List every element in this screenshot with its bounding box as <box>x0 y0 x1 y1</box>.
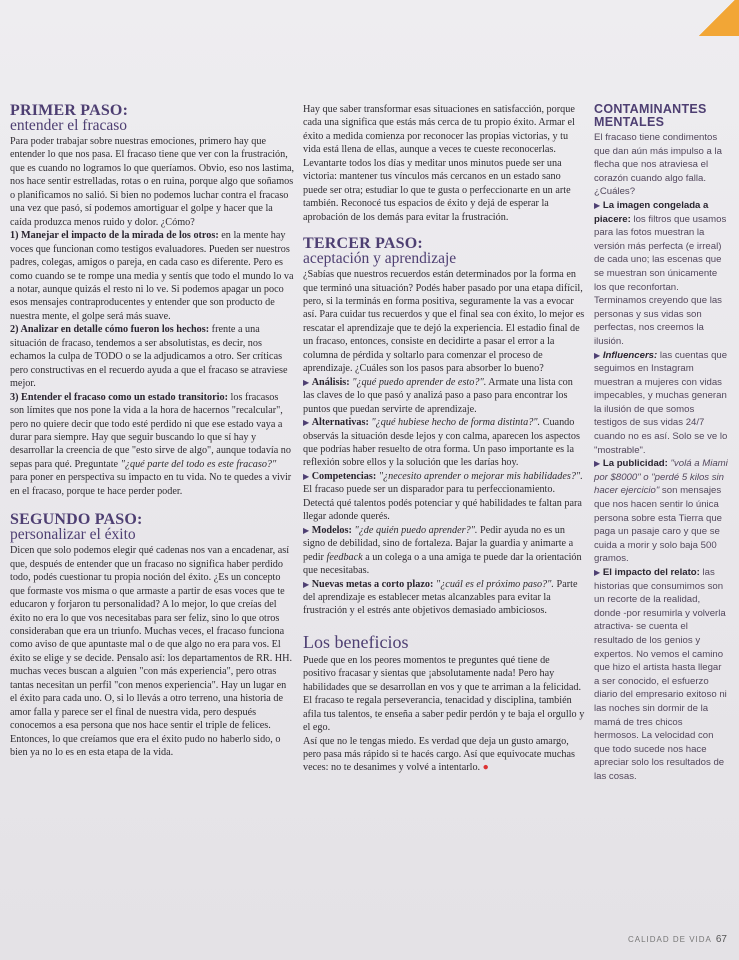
bullet-quote: "¿necesito aprender o mejorar mis habilidades?". <box>376 470 583 482</box>
sidebar-title: CONTAMINANTES MENTALES <box>594 102 707 129</box>
bullet-text: Pedir ayuda no es un signo de debilidad, sino de fortaleza. Bajar la guardia y animarte a pedir <box>303 524 574 563</box>
bullet-quote: "¿de quién puedo aprender?". <box>351 524 478 536</box>
bullet-text: Armate una lista con las claves de lo que pasó y analizá paso a paso para encontrar los puntos que puedan servirte de aprendizaje. <box>303 376 573 415</box>
sidebar-item-text: los filtros que usamos para las fotos muestran la versión más perfecta (e irreal) de cada uno; las escenas que se muestran son únicamente los que reconfortan. Terminamos creyendo que las personas y sus vidas son perfectas, nos creemos la ilusión. <box>594 213 727 347</box>
bullet-quote: "¿cuál es el próximo paso?". <box>433 578 554 590</box>
item-text: para poner en perspectiva su impacto en tu vida. No te quedes a vivir en el fracaso, porque te hace perder poder. <box>10 472 292 497</box>
magazine-name: CALIDAD DE VIDA <box>627 935 712 944</box>
sidebar-item-text: las historias que consumimos son un recorte de la realidad, donde -por resumirla y volverla atractiva- se cuenta el resultado de los genios y expertos. No vemos el camino que hizo el artista hasta llegar a ser conocido, el esfuerzo diario del empresario exitoso ni las noches sin dormir de la mamá de tres chicos hermosos. La velocidad con que todo sucede nos hace apreciar solo los resultados de las cosas. <box>594 567 727 782</box>
step3-title: TERCER PASO: <box>303 235 423 253</box>
closing-text: Así que no le tengas miedo. Es verdad que deja un gusto amargo, pero pasa más rápido si te hacés cargo. Así que equivocate muchas veces: no te desanimes y volvé a intentarlo. <box>303 735 575 774</box>
step2-continued-paragraph: Hay que saber transformar esas situaciones en satisfacción, porque cada una significa que estás más cerca de tu propio éxito. Armar el éxito a medida comienza por reconocer las propias victorias, y tu vida está llena de ellas, aunque a veces te cueste reconocerlas. Levantarte todos los días y meditar unos minutos puede ser una victoria: mantener tus vínculos más cercanos en un estado sano puede ser otra; estudiar lo que te gusta o perfeccionarte en un arte también. Reconocé tus espacios de éxito y dejá de esperar la aprobación de los demás para evitar la frustración. <box>303 104 575 223</box>
triangle-bullet-icon: ▶ <box>594 568 601 577</box>
sidebar-item-lead: La publicidad: <box>602 458 668 470</box>
item-quote: "¿qué parte del todo es este fracaso?" <box>120 458 277 470</box>
triangle-bullet-icon: ▶ <box>594 200 601 210</box>
sidebar-item-quote: "volá a Miami por $8000" o "perdé 5 kilos sin hacer ejercicio" <box>594 458 728 497</box>
step1-paragraph: Para poder trabajar sobre nuestras emociones, primero hay que entender lo que nos pasa. El fracaso tiene que ver con la frustración, que es cuando no logramos lo que queríamos. Obvio, eso nos lastima, nos hace sentir estrelladas, rotas o en ruina, porque algo que soñamos o planificamos no salió. Si bien no podemos luchar contra el fracaso una vez que pasó, sí podemos amortiguar el golpe y hacer que la caída produzca menos ruido y dolor. ¿Cómo? <box>10 136 295 228</box>
item-lead: 2) Analizar en detalle cómo fueron los hechos: <box>10 324 210 336</box>
step3-paragraph: ¿Sabías que nuestros recuerdos están determinados por la forma en que terminó una situación? Podés haber pasado por una etapa difícil, pero, si la terminás en forma positiva, seguramente la vas a evocar así. Para cuidar tus recuerdos y que el final sea con éxito, lo mejor es rescatar el aprendizaje que te dejó la experiencia. El estadio final de un fracaso, entonces, consiste en decidirte a pasar el error a la columna de pérdida y soltarlo para comenzar el proceso de aprendizaje. ¿Cuáles son los pasos para absorber lo bueno? <box>303 269 585 375</box>
step1-item-1 <box>10 229 295 323</box>
benefits-title: Los beneficios <box>303 631 409 652</box>
triangle-bullet-icon: ▶ <box>594 350 601 360</box>
bullet-lead: Análisis: <box>311 376 350 388</box>
sidebar-item-lead: La imagen congelada a piacere: <box>594 199 709 225</box>
bullet-lead: Alternativas: <box>311 417 369 429</box>
page-number: 67 <box>715 934 727 945</box>
step2-title: SEGUNDO PASO: <box>10 511 143 529</box>
bullet-text: a un colega o a una amiga te puede dar la orientación que necesitabas. <box>303 551 582 577</box>
sidebar-item-lead: El impacto del relato: <box>602 567 700 578</box>
bullet-feedback: feedback <box>326 551 363 563</box>
bullet-lead: Modelos: <box>311 524 352 536</box>
step1-title: PRIMER PASO: <box>10 102 129 119</box>
item-lead: 1) Manejar el impacto de la mirada de los otros: <box>10 230 219 242</box>
bullet-alternativas <box>303 416 585 470</box>
corner-accent <box>695 0 739 36</box>
sidebar-item-text: son mensajes que nos hacen sentir lo única persona sobre esta Tierra que paga un pasaje caro y que se cuida a morir y solo baja 500 gramos. <box>594 485 722 565</box>
end-mark-icon: ● <box>482 762 489 774</box>
column-middle <box>303 103 585 775</box>
step2-subtitle: personalizar el éxito <box>10 526 136 544</box>
step2-paragraph: Dicen que solo podemos elegir qué cadenas nos van a encadenar, así que, después de entender que un fracaso no significa haber perdido todo, podés cuestionar tu propia noción del éxito. ¿Es un concepto que formaste vos misma o que armaste a partir de esas voces que te educaron y forjaron tu personalidad? A lo mejor, lo que creías del éxito no era lo que vos necesitabas para ser feliz, sino lo que otros consideraban que era un triunfo. Muchas veces, el fracaso funciona como aviso de que apuntaste mal o de que algo no era para vos. El éxito se elige y se decide. Pensalo así: los departamentos de RR. HH. muchas veces buscan a alguien "con más experiencia", pero otras tantas necesitan un perfil "con menos experiencia". Hay un lugar en el éxito para cada uno. O, si lo llevás a otro terreno, una historia de amor falla y parece ser el final de nuestra vida, pero después conocemos a esa persona que nos hace sentir el triple de felices. Entonces, lo que creíamos que era el éxito pudo no haberlo sido, o bien ya no lo es en esta etapa de la vida. <box>10 545 293 759</box>
triangle-bullet-icon: ▶ <box>303 579 310 589</box>
bullet-metas <box>303 578 585 618</box>
bullet-lead: Competencias: <box>311 470 377 482</box>
sidebar-item-publicidad <box>594 457 729 566</box>
sidebar-item-lead: Influencers: <box>602 349 658 361</box>
bullet-text: Cuando observás la situación desde lejos y con calma, aparecen los aspectos que podrías haber resuelto de otra forma. Un paso importante es la reflexión sobre ellos y la solución que les darías hoy. <box>303 417 580 469</box>
bullet-modelos <box>303 524 585 578</box>
bullet-quote: "¿qué puedo aprender de esto?". <box>349 376 487 388</box>
bullet-lead: Nuevas metas a corto plazo: <box>311 578 434 590</box>
sidebar-intro: El fracaso tiene condimentos que dan aún más impulso a la flecha que nos atraviesa el corazón cuando algo falla. ¿Cuáles? <box>594 132 722 198</box>
item-lead: 3) Entender el fracaso como un estado transitorio: <box>10 391 228 403</box>
triangle-bullet-icon: ▶ <box>303 471 310 481</box>
triangle-bullet-icon: ▶ <box>303 525 310 535</box>
bullet-competencias <box>303 470 585 524</box>
bullet-text: El fracaso puede ser un disparador para tu perfeccionamiento. Detectá qué talentos podés potenciar y qué habilidades te faltan para llegar adonde querés. <box>303 484 582 523</box>
triangle-bullet-icon: ▶ <box>303 418 310 428</box>
item-text: en la mente hay voces que funcionan como testigos evaluadores. Pueden ser nuestros padres, colegas, amigos o pareja, en cada caso es diferente. Pero es como cuando se te rompe una media y sentís que todo el mundo lo va a notar, aunque quizás el resto ni lo ve. Si podemos apagar un poco esos mensajes contraproducentes y entender que son producto de nuestra mente, el golpe será más suave. <box>10 230 294 322</box>
step3-subtitle: aceptación y aprendizaje <box>303 250 457 268</box>
sidebar-item-relato <box>594 566 729 784</box>
bullet-quote: "¿qué hubiese hecho de forma distinta?". <box>368 417 541 429</box>
bullet-text: Parte del aprendizaje es establecer metas alcanzables para evitar la frustración y el estrés ante objetivos demasiado ambiciosos. <box>303 578 578 617</box>
triangle-bullet-icon: ▶ <box>594 459 601 469</box>
sidebar-item-influencers <box>594 349 729 458</box>
bullet-analisis <box>303 376 585 416</box>
closing-paragraph <box>303 735 585 775</box>
step1-item-2 <box>10 323 295 390</box>
step1-subtitle: entender el fracaso <box>10 117 128 134</box>
triangle-bullet-icon: ▶ <box>303 377 310 387</box>
item-text: frente a una situación de fracaso, tendemos a ser absolutistas, es decir, nos echamos la culpa de TODO o se la adjudicamos a otro. Ser críticas pero constructivas en el recuerdo ayuda a que el fracaso se atraviese mejor. <box>10 324 288 390</box>
step1-item-3 <box>10 391 295 499</box>
benefits-paragraph: Puede que en los peores momentos te preguntes qué tiene de positivo fracasar y sientas que ¡absolutamente nada! Pero hay habilidades que se desarrollan en vos y que te arriman a la felicidad. El fracaso te regala perseverancia, tenacidad y disciplina, también afila tus talentos, te enseña a saber pedir perdón y te baja el orgullo y el ego. <box>303 654 585 734</box>
column-left <box>10 103 295 759</box>
item-text: los fracasos son límites que nos pone la vida a la hora de hacernos "recalcular", pero no quiere decir que todo esté perdido ni que ese estado vaya a durar para siempre. Hay que seguir buscando lo que sí hay y desarrollar la creencia de que "esto sirve de algo", aunque todavía no sepas para qué. Preguntate <box>10 391 291 470</box>
sidebar-item-text: las cuentas que seguimos en Instagram muestran a mujeres con vidas impecables, y muchas generan la ilusión de que somos testigos de sus vidas 24/7 cuando no es así. Solo se ve lo "mostrable". <box>594 349 728 456</box>
sidebar-item-imagen <box>594 199 729 349</box>
sidebar-box <box>594 103 729 784</box>
page-footer <box>628 934 727 945</box>
